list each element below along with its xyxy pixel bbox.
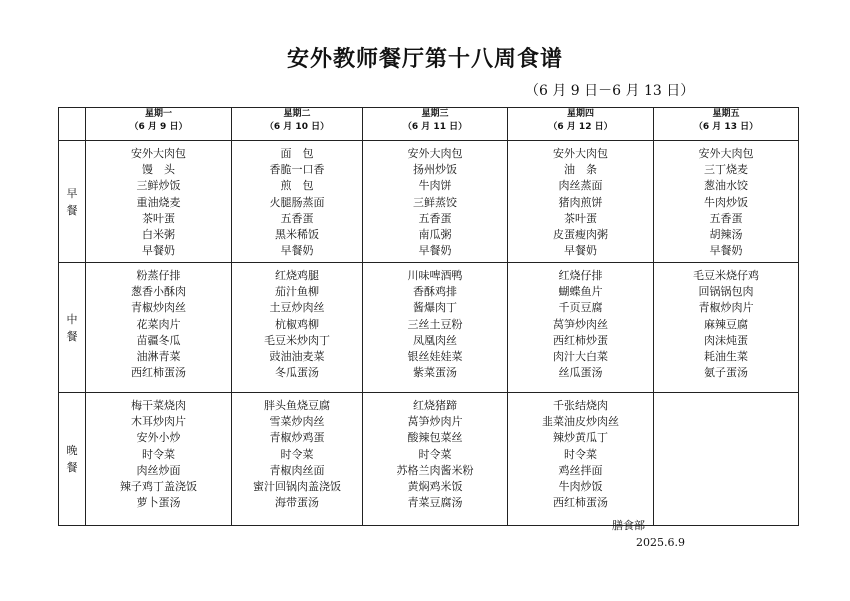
dish-item: 肉沫炖蛋: [704, 333, 748, 347]
dinner-row: [59, 393, 799, 526]
dish-cell: [508, 141, 654, 263]
dish-cell: [86, 393, 232, 526]
dish-item: 茶叶蛋: [142, 211, 175, 225]
dish-item: 红烧仔排: [558, 269, 603, 282]
dish-item: 肉丝炒面: [136, 463, 181, 477]
dish-item: 莴笋炒肉丝: [553, 317, 608, 331]
meal-label-lunch: 中 餐: [59, 263, 86, 393]
dish-item: 重油烧麦: [136, 195, 181, 209]
dish-cell: [86, 263, 232, 393]
dish-item: 茶叶蛋: [564, 211, 597, 225]
dish-item: 苏格兰肉酱米粉: [396, 463, 474, 477]
dish-item: 鸡丝拌面: [558, 463, 603, 477]
dish-item: 辣子鸡丁盖浇饭: [120, 480, 197, 494]
dish-item: 皮蛋瘦肉粥: [553, 228, 608, 242]
day-date: （6 月 9 日）: [129, 122, 188, 132]
breakfast-row: [59, 141, 799, 263]
dish-item: 银丝娃娃菜: [407, 350, 463, 364]
dish-item: 蝴蝶鱼片: [558, 285, 603, 299]
dish-item: 五香蛋: [280, 211, 314, 225]
dish-item: 黑米稀饭: [275, 228, 319, 242]
dish-cell: [363, 263, 508, 393]
footer-department: 膳食部: [612, 519, 645, 532]
dish-item: 时令菜: [564, 447, 597, 461]
day-date: （6 月 11 日）: [402, 122, 468, 132]
dish-item: 煎 包: [280, 179, 314, 193]
dish-item: 花菜肉片: [136, 317, 181, 331]
dish-item: 三丝土豆粉: [407, 317, 463, 331]
dish-item: 青椒炒鸡蛋: [269, 431, 325, 445]
dish-item: 青椒肉丝面: [269, 463, 325, 477]
day-header-tue: [232, 108, 363, 141]
dish-item: 馒 头: [142, 163, 175, 177]
meal-label-dinner: 晚 餐: [59, 393, 86, 526]
dish-item: 安外大肉包: [553, 147, 608, 160]
dish-cell: [654, 141, 799, 263]
dish-item: 早餐奶: [564, 244, 597, 258]
corner-cell: [59, 108, 86, 141]
day-header-wed: [363, 108, 508, 141]
lunch-row: [59, 263, 799, 393]
dish-item: 时令菜: [142, 447, 175, 461]
dish-item: 氨子蛋汤: [704, 366, 748, 380]
dish-item: 火腿肠蒸面: [269, 195, 325, 209]
dish-item: 毛豆米炒肉丁: [264, 333, 330, 347]
dish-item: 凤凰肉丝: [413, 333, 457, 347]
dish-cell: [508, 263, 654, 393]
dish-item: 猪肉煎饼: [558, 195, 603, 209]
dish-item: 五香蛋: [709, 211, 743, 225]
dish-item: 青椒炒肉丝: [131, 301, 186, 315]
dish-cell: [86, 141, 232, 263]
dish-item: 时令菜: [280, 447, 314, 461]
dish-item: 海带蛋汤: [275, 496, 319, 510]
dish-item: 苗疆冬瓜: [136, 333, 181, 347]
dish-item: 红烧鸡腿: [275, 269, 319, 282]
dish-item: 三丁烧麦: [704, 163, 748, 177]
dish-item: 葱香小酥肉: [131, 285, 186, 299]
day-name: 星期二: [283, 109, 311, 119]
dish-item: 豉油油麦菜: [269, 350, 325, 364]
dish-item: 丝瓜蛋汤: [558, 366, 603, 380]
dish-item: 茄汁鱼柳: [275, 285, 319, 299]
dish-item: 莴笋炒肉片: [407, 415, 463, 429]
day-header-mon: [86, 108, 232, 141]
day-name: 星期一: [144, 109, 172, 119]
day-date: （6 月 13 日）: [693, 122, 759, 132]
dish-item: 安外大肉包: [407, 147, 463, 160]
dish-item: 时令菜: [418, 447, 452, 461]
dish-item: 酸辣包菜丝: [407, 431, 463, 445]
dish-item: 毛豆米烧仔鸡: [693, 269, 759, 282]
dish-item: 土豆炒肉丝: [269, 301, 325, 315]
dish-item: 葱油水饺: [704, 179, 748, 193]
dish-item: 西红柿炒蛋: [553, 333, 608, 347]
dish-item: 三鲜蒸饺: [413, 195, 457, 209]
header-row: [59, 108, 799, 141]
day-header-thu: [508, 108, 654, 141]
dish-item: 早餐奶: [142, 244, 175, 258]
day-date: （6 月 12 日）: [548, 122, 613, 132]
dish-item: 川味啤酒鸭: [407, 269, 463, 282]
dish-item: 青椒炒肉片: [698, 301, 754, 315]
dish-item: 牛肉炒饭: [558, 480, 603, 494]
dish-item: 肉丝蒸面: [558, 179, 603, 193]
dish-item: 早餐奶: [280, 244, 314, 258]
dish-item: 西红柿蛋汤: [131, 366, 186, 380]
dish-cell: [363, 393, 508, 526]
dish-item: 酱爆肉丁: [413, 301, 457, 315]
dish-item: 胖头鱼烧豆腐: [264, 399, 330, 412]
dish-item: 萝卜蛋汤: [136, 496, 181, 510]
dish-item: 香脆一口香: [269, 163, 325, 177]
day-name: 星期三: [421, 109, 449, 119]
menu-table: [58, 107, 799, 526]
dish-cell: [508, 393, 654, 526]
dish-item: 粉蒸仔排: [136, 269, 181, 282]
dish-item: 冬瓜蛋汤: [275, 366, 319, 380]
date-range: （6 月 9 日－6 月 13 日）: [525, 83, 695, 99]
day-header-fri: [654, 108, 799, 141]
dish-item: 千页豆腐: [558, 301, 603, 315]
dish-item: 安外大肉包: [131, 147, 186, 160]
day-name: 星期五: [712, 109, 740, 119]
dish-cell: [654, 393, 799, 526]
dish-cell: [232, 263, 363, 393]
dish-item: 青菜豆腐汤: [407, 496, 463, 510]
dish-item: 安外小炒: [136, 431, 181, 445]
dish-item: 千张结烧肉: [553, 399, 608, 412]
day-date: （6 月 10 日）: [264, 122, 330, 132]
dish-item: 回锅锅包肉: [698, 285, 754, 299]
dish-item: 西红柿蛋汤: [553, 496, 608, 510]
dish-item: 早餐奶: [709, 244, 743, 258]
dish-item: 蜜汁回锅肉盖浇饭: [253, 480, 341, 494]
dish-item: 麻辣豆腐: [704, 317, 748, 331]
dish-cell: [232, 141, 363, 263]
dish-item: 牛肉饼: [418, 179, 452, 193]
dish-item: 耗油生菜: [704, 350, 748, 364]
dish-item: 木耳炒肉片: [131, 415, 186, 429]
dish-item: 白米粥: [142, 228, 175, 242]
meal-label-breakfast: 早 餐: [59, 141, 86, 263]
dish-item: 黄焖鸡米饭: [407, 480, 463, 494]
dish-item: 三鲜炒饭: [136, 179, 181, 193]
dish-cell: [654, 263, 799, 393]
dish-item: 雪菜炒肉丝: [269, 415, 325, 429]
dish-item: 紫菜蛋汤: [413, 366, 457, 380]
page-title: 安外教师餐厅第十八周食谱: [286, 47, 563, 72]
dish-item: 南瓜粥: [418, 228, 452, 242]
dish-item: 牛肉炒饭: [704, 195, 748, 209]
dish-item: 油淋青菜: [136, 350, 181, 364]
dish-item: 油 条: [564, 163, 597, 177]
dish-item: 梅干菜烧肉: [131, 399, 186, 412]
footer-date: 2025.6.9: [636, 536, 685, 549]
dish-item: 韭菜油皮炒肉丝: [542, 415, 619, 429]
dish-item: 早餐奶: [418, 244, 452, 258]
dish-item: 安外大肉包: [698, 147, 754, 160]
day-name: 星期四: [566, 109, 594, 119]
dish-item: 香酥鸡排: [413, 285, 457, 299]
dish-item: 扬州炒饭: [413, 163, 457, 177]
dish-item: 辣炒黄瓜丁: [553, 431, 608, 445]
dish-item: 肉汁大白菜: [553, 350, 608, 364]
dish-item: 胡辣汤: [709, 228, 743, 242]
dish-cell: [232, 393, 363, 526]
dish-item: 红烧猪蹄: [413, 399, 457, 412]
dish-item: 五香蛋: [418, 211, 452, 225]
dish-cell: [363, 141, 508, 263]
dish-item: 杭椒鸡柳: [275, 317, 319, 331]
dish-item: 面 包: [280, 147, 314, 160]
